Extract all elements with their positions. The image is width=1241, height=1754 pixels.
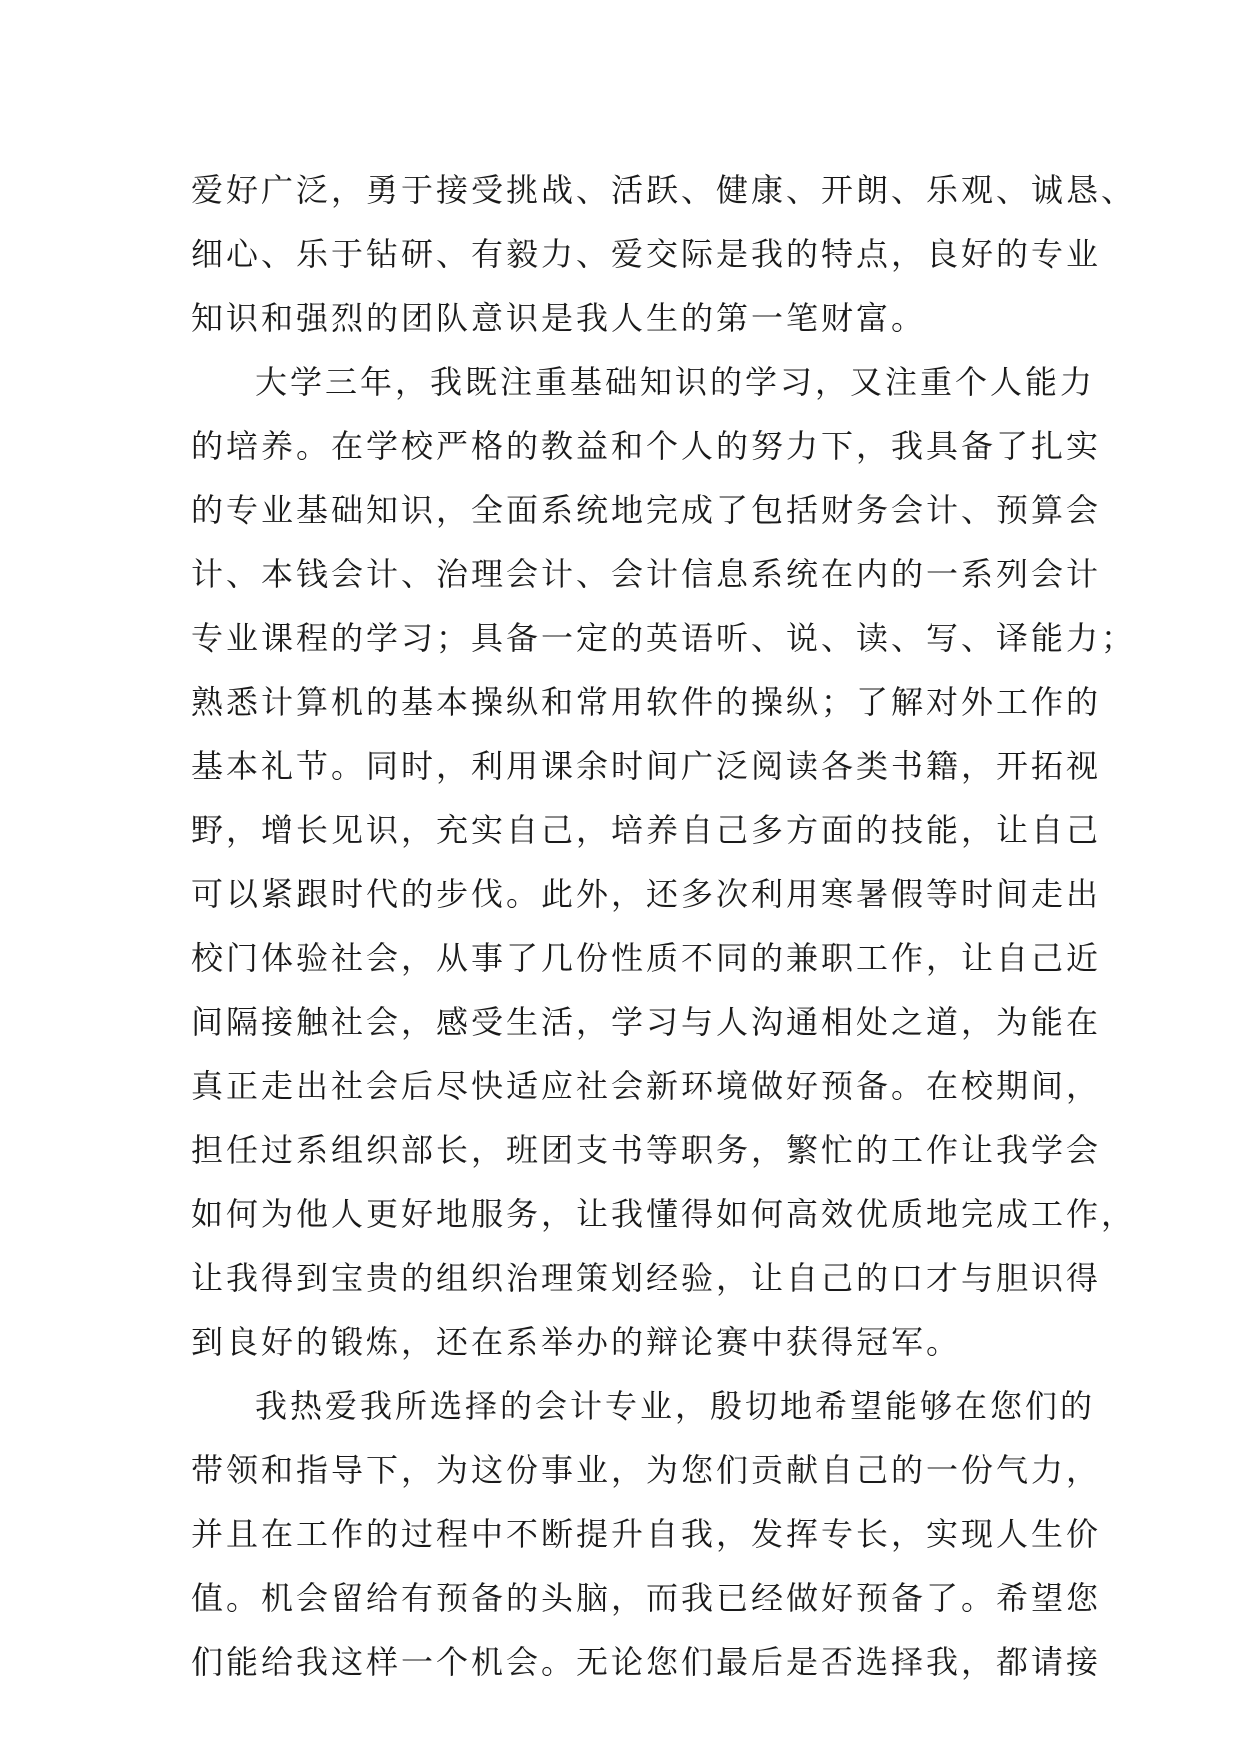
paragraph-line: 爱好广泛，勇于接受挑战、活跃、健康、开朗、乐观、诚恳、 — [191, 171, 1137, 209]
paragraph-line: 校门体验社会，从事了几份性质不同的兼职工作，让自己近 — [191, 939, 1102, 977]
paragraph-line: 细心、乐于钻研、有毅力、爱交际是我的特点，良好的专业 — [191, 235, 1102, 273]
paragraph-line: 野，增长见识，充实自己，培养自己多方面的技能，让自己 — [191, 811, 1102, 849]
paragraph-line: 知识和强烈的团队意识是我人生的第一笔财富。 — [191, 299, 927, 337]
paragraph-line: 专业课程的学习；具备一定的英语听、说、读、写、译能力； — [191, 619, 1137, 657]
paragraph-line: 间隔接触社会，感受生活，学习与人沟通相处之道，为能在 — [191, 1003, 1102, 1041]
paragraph-line: 我热爱我所选择的会计专业，殷切地希望能够在您们的 — [255, 1387, 1096, 1425]
paragraph-line: 到良好的锻炼，还在系举办的辩论赛中获得冠军。 — [191, 1323, 962, 1361]
paragraph-line: 计、本钱会计、治理会计、会计信息系统在内的一系列会计 — [191, 555, 1102, 593]
paragraph-line: 基本礼节。同时，利用课余时间广泛阅读各类书籍，开拓视 — [191, 747, 1102, 785]
paragraph-line: 熟悉计算机的基本操纵和常用软件的操纵；了解对外工作的 — [191, 683, 1102, 721]
paragraph-line: 真正走出社会后尽快适应社会新环境做好预备。在校期间， — [191, 1067, 1102, 1105]
paragraph-line: 可以紧跟时代的步伐。此外，还多次利用寒暑假等时间走出 — [191, 875, 1102, 913]
paragraph-line: 并且在工作的过程中不断提升自我，发挥专长，实现人生价 — [191, 1515, 1102, 1553]
paragraph-line: 如何为他人更好地服务，让我懂得如何高效优质地完成工作， — [191, 1195, 1137, 1233]
paragraph-line: 让我得到宝贵的组织治理策划经验，让自己的口才与胆识得 — [191, 1259, 1102, 1297]
paragraph-line: 的专业基础知识，全面系统地完成了包括财务会计、预算会 — [191, 491, 1102, 529]
paragraph-line: 带领和指导下，为这份事业，为您们贡献自己的一份气力， — [191, 1451, 1102, 1489]
paragraph-line: 们能给我这样一个机会。无论您们最后是否选择我，都请接 — [191, 1643, 1102, 1681]
body-text — [191, 158, 1137, 1694]
paragraph-line: 担任过系组织部长，班团支书等职务，繁忙的工作让我学会 — [191, 1131, 1102, 1169]
paragraph-line: 值。机会留给有预备的头脑，而我已经做好预备了。希望您 — [191, 1579, 1102, 1617]
paragraph-line: 的培养。在学校严格的教益和个人的努力下，我具备了扎实 — [191, 427, 1102, 465]
paragraph-line: 大学三年，我既注重基础知识的学习，又注重个人能力 — [255, 363, 1096, 401]
